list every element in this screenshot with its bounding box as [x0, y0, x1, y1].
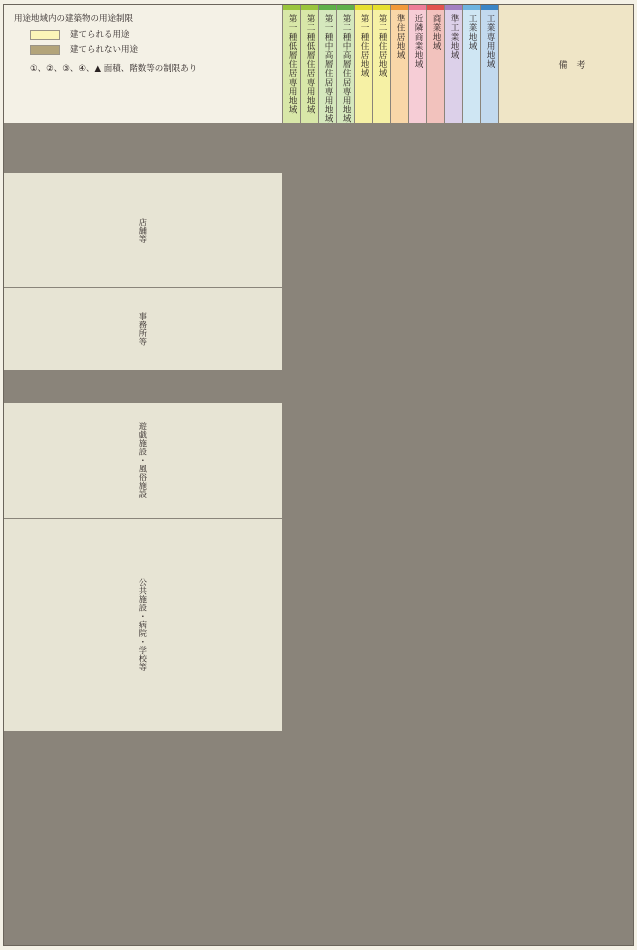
can-build-swatch: [30, 30, 60, 40]
zone-header-8-text: 近隣商業地域: [413, 14, 423, 69]
category-2-text: 事務所等: [138, 311, 149, 346]
zone-header-7: [391, 5, 408, 123]
can-build-label: 建てられる用途: [70, 30, 130, 41]
legend-cannot-build: [30, 45, 272, 55]
zone-header-9: [427, 5, 444, 123]
zone-header-11: [463, 5, 480, 123]
legend-title: 用途地域内の建築物の用途制限: [14, 14, 134, 24]
legend-can-build: [30, 30, 272, 40]
zone-header-10: [445, 5, 462, 123]
legend-note: ①、②、③、④、▲ 面積、階数等の制限あり: [30, 63, 198, 74]
zone-header-6-text: 第二種住居地域: [377, 14, 387, 78]
zone-header-7-text: 準住居地域: [395, 14, 405, 60]
zone-header-12-text: 工業専用地域: [485, 14, 495, 69]
zone-header-9-text: 商業地域: [431, 14, 441, 51]
category-3-text: 遊戯施設・風俗施設: [138, 422, 149, 499]
category-4-text: 公共施設・病院・学校等: [138, 578, 149, 672]
zone-header-3-text: 第一種中高層住居専用地域: [323, 14, 333, 123]
zone-header-6: [373, 5, 390, 123]
zone-header-4: [337, 5, 354, 123]
legend: [4, 5, 282, 123]
category-2: [4, 288, 282, 369]
category-3: [4, 403, 282, 517]
zone-header-10-text: 準工業地域: [449, 14, 459, 60]
zone-header-11-text: 工業地域: [467, 14, 477, 51]
zone-header-8: [409, 5, 426, 123]
cannot-build-swatch: [30, 45, 60, 55]
remarks-header: 備 考: [499, 5, 634, 123]
category-1: [4, 173, 282, 287]
category-1-text: 店舗等: [138, 217, 149, 244]
zone-header-2: [301, 5, 318, 123]
zone-header-1: [283, 5, 300, 123]
category-4: [4, 519, 282, 732]
zone-header-3: [319, 5, 336, 123]
zone-header-1-text: 第一種低層住居専用地域: [287, 14, 297, 115]
cannot-build-label: 建てられない用途: [70, 45, 139, 56]
zone-header-4-text: 第二種中高層住居専用地域: [341, 14, 351, 123]
zone-header-12: [481, 5, 498, 123]
zone-header-5: [355, 5, 372, 123]
zone-header-5-text: 第一種住居地域: [359, 14, 369, 78]
zone-header-2-text: 第二種低層住居専用地域: [305, 14, 315, 115]
restriction-grid: [3, 4, 634, 946]
